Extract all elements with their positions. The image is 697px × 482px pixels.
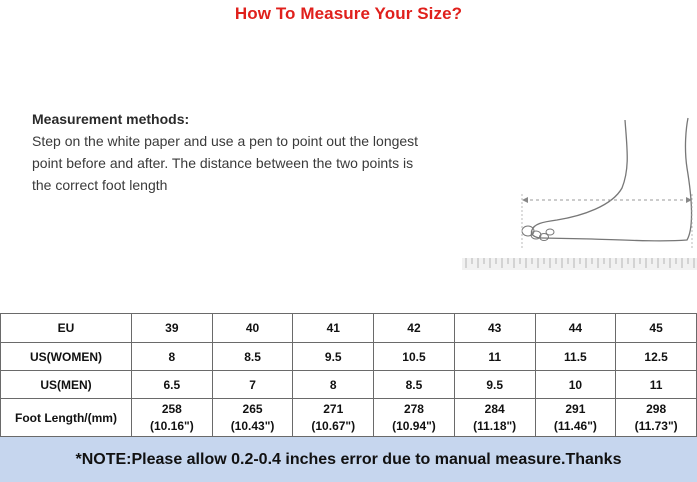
methods-line: Step on the white paper and use a pen to point out the longest bbox=[32, 133, 419, 149]
table-cell: 39 bbox=[132, 314, 213, 343]
mm-value: 298 bbox=[646, 402, 667, 416]
mm-value: 278 bbox=[403, 402, 424, 416]
table-cell: 10.5 bbox=[374, 343, 455, 371]
table-row bbox=[1, 314, 697, 343]
row-label-us-women: US(WOMEN) bbox=[1, 343, 132, 371]
table-cell: 43 bbox=[454, 314, 535, 343]
table-cell: 11 bbox=[616, 371, 697, 399]
methods-line: the correct foot length bbox=[32, 177, 168, 193]
methods-line: point before and after. The distance between the two points is bbox=[32, 155, 414, 171]
mm-value: 265 bbox=[242, 402, 263, 416]
table-cell: 8.5 bbox=[212, 343, 293, 371]
mm-value: 258 bbox=[161, 402, 182, 416]
mm-value: 271 bbox=[323, 402, 344, 416]
inch-value: (11.18") bbox=[473, 419, 517, 433]
table-cell bbox=[535, 399, 616, 438]
row-label-us-men: US(MEN) bbox=[1, 371, 132, 399]
inch-value: (11.73") bbox=[634, 419, 678, 433]
table-cell: 12.5 bbox=[616, 343, 697, 371]
inch-value: (11.46") bbox=[553, 419, 597, 433]
table-cell: 10 bbox=[535, 371, 616, 399]
table-cell: 11.5 bbox=[535, 343, 616, 371]
table-cell: 45 bbox=[616, 314, 697, 343]
table-cell: 8.5 bbox=[374, 371, 455, 399]
measurement-methods bbox=[32, 108, 452, 196]
table-cell: 11 bbox=[454, 343, 535, 371]
table-cell: 44 bbox=[535, 314, 616, 343]
page-title: How To Measure Your Size? bbox=[234, 4, 463, 23]
table-cell: 40 bbox=[212, 314, 293, 343]
mm-value: 284 bbox=[484, 402, 505, 416]
table-cell bbox=[293, 399, 374, 438]
row-label-foot-length: Foot Length/(mm) bbox=[1, 399, 132, 438]
table-cell: 41 bbox=[293, 314, 374, 343]
table-cell: 9.5 bbox=[293, 343, 374, 371]
table-row bbox=[1, 399, 697, 438]
table-cell: 9.5 bbox=[454, 371, 535, 399]
table-cell: 6.5 bbox=[132, 371, 213, 399]
inch-value: (10.43") bbox=[230, 419, 275, 433]
table-cell bbox=[374, 399, 455, 438]
row-label-eu: EU bbox=[1, 314, 132, 343]
table-cell bbox=[212, 399, 293, 438]
table-cell: 8 bbox=[132, 343, 213, 371]
table-row bbox=[1, 371, 697, 399]
mm-value: 291 bbox=[565, 402, 586, 416]
table-cell: 42 bbox=[374, 314, 455, 343]
table-cell bbox=[454, 399, 535, 438]
inch-value: (10.67") bbox=[311, 419, 356, 433]
table-row bbox=[1, 343, 697, 371]
table-cell: 7 bbox=[212, 371, 293, 399]
table-cell bbox=[132, 399, 213, 438]
inch-value: (10.94") bbox=[392, 419, 436, 433]
note-banner: *NOTE:Please allow 0.2-0.4 inches error due to manual measure.Thanks bbox=[0, 436, 697, 482]
table-cell bbox=[616, 399, 697, 438]
foot-measure-icon bbox=[462, 108, 697, 278]
methods-heading: Measurement methods: bbox=[32, 111, 190, 127]
table-cell: 8 bbox=[293, 371, 374, 399]
size-chart-table bbox=[0, 313, 697, 438]
inch-value: (10.16") bbox=[149, 419, 194, 433]
